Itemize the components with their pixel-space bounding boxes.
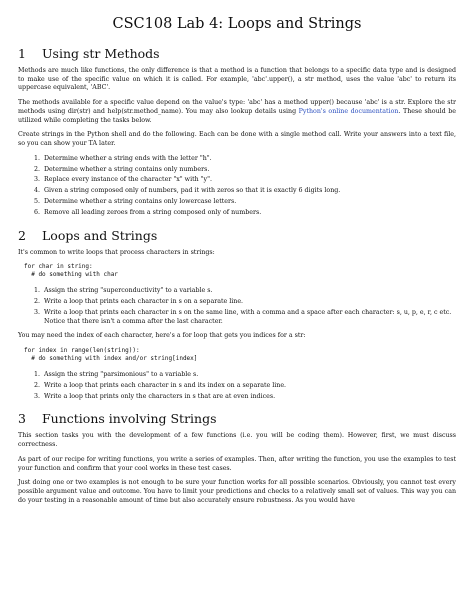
- list-item: 1. Assign the string "parsimonious" to a variable s.: [42, 371, 456, 380]
- page-title: CSC108 Lab 4: Loops and Strings: [112, 16, 362, 32]
- paragraph: It's common to write loops that process characters in strings:: [18, 248, 215, 256]
- task-list: [18, 287, 456, 326]
- paragraph: Create strings in the Python shell and do the following. Each can be done with a single method call. Write your answers into a text file, so you can show your TA later.: [18, 131, 456, 147]
- list-item: 3. Write a loop that prints only the characters in s that are at even indices.: [42, 393, 456, 402]
- paragraph: You may need the index of each character, here's a for loop that gets you indices for a str:: [18, 332, 306, 340]
- section-number: 2: [18, 227, 26, 243]
- section-1-heading: [18, 46, 456, 61]
- list-item: 1. Assign the string "superconductivity" to a variable s.: [42, 287, 456, 296]
- list-item: 3. Write a loop that prints each character in s on the same line, with a comma and a space after each character: s, u, p, e, r, c etc. Notice that there isn't a comma after the last character.: [42, 309, 456, 326]
- section-2-heading: [18, 228, 456, 243]
- paragraph: This section tasks you with the development of a few functions (i.e. you will be coding them). However, first, we must discuss correctness.: [18, 432, 456, 449]
- section-title: Using str Methods: [42, 46, 160, 61]
- list-item: 4. Given a string composed only of numbers, pad it with zeros so that it is exactly 6 digits long.: [42, 187, 456, 196]
- paragraph: Methods are much like functions, the only difference is that a method is a function that belongs to a specific data type and is designed to make use of the specific value on which it is called. For example, 'abc'.upper(), a str method, uses the value 'abc' to return its uppercase equivalent, 'ABC'.: [18, 67, 456, 92]
- list-item: 6. Remove all leading zeroes from a string composed only of numbers.: [42, 209, 456, 218]
- section-title: Loops and Strings: [42, 227, 158, 243]
- section-title: Functions involving Strings: [42, 411, 217, 427]
- list-item: 1. Determine whether a string ends with the letter "h".: [42, 155, 456, 164]
- section-number: 1: [18, 46, 26, 61]
- list-item: 2. Write a loop that prints each character in s on a separate line.: [42, 298, 456, 307]
- section-number: 3: [18, 411, 26, 427]
- task-list: [18, 155, 456, 218]
- paragraph: The methods available for a specific value depend on the value's type: 'abc' has a method upper() because 'abc' is a str. Explore the str methods using dir(str) and help(str.method_name). You may also lookup details using Python's online documentation. These should be utilized while completing the tasks below.: [18, 99, 456, 124]
- list-item: 2. Determine whether a string contains only numbers.: [42, 166, 456, 175]
- paragraph: As part of our recipe for writing functions, you write a series of examples. Then, after writing the function, you use the examples to test your function and confirm that your cool works in these test cases.: [18, 455, 456, 472]
- task-list: [18, 371, 456, 401]
- paragraph: Just doing one or two examples is not enough to be sure your function works for all possible scenarios. Obviously, you cannot test every possible argument value and outcome. You have to limit your predictions and checks to a relatively small set of values. This way you can do your testing in a reasonable amount of time but also accurately ensure robustness. As you would have: [18, 479, 456, 504]
- list-item: 5. Determine whether a string contains only lowercase letters.: [42, 198, 456, 207]
- list-item: 3. Replace every instance of the character "x" with "y".: [42, 176, 456, 185]
- code-block: for index in range(len(string)): # do something with index and/or string[index]: [24, 347, 198, 363]
- section-3-heading: [18, 411, 456, 426]
- list-item: 2. Write a loop that prints each character in s and its index on a separate line.: [42, 382, 456, 391]
- code-block: for char in string: # do something with char: [24, 263, 118, 279]
- python-docs-link[interactable]: Python's online documentation: [298, 107, 399, 115]
